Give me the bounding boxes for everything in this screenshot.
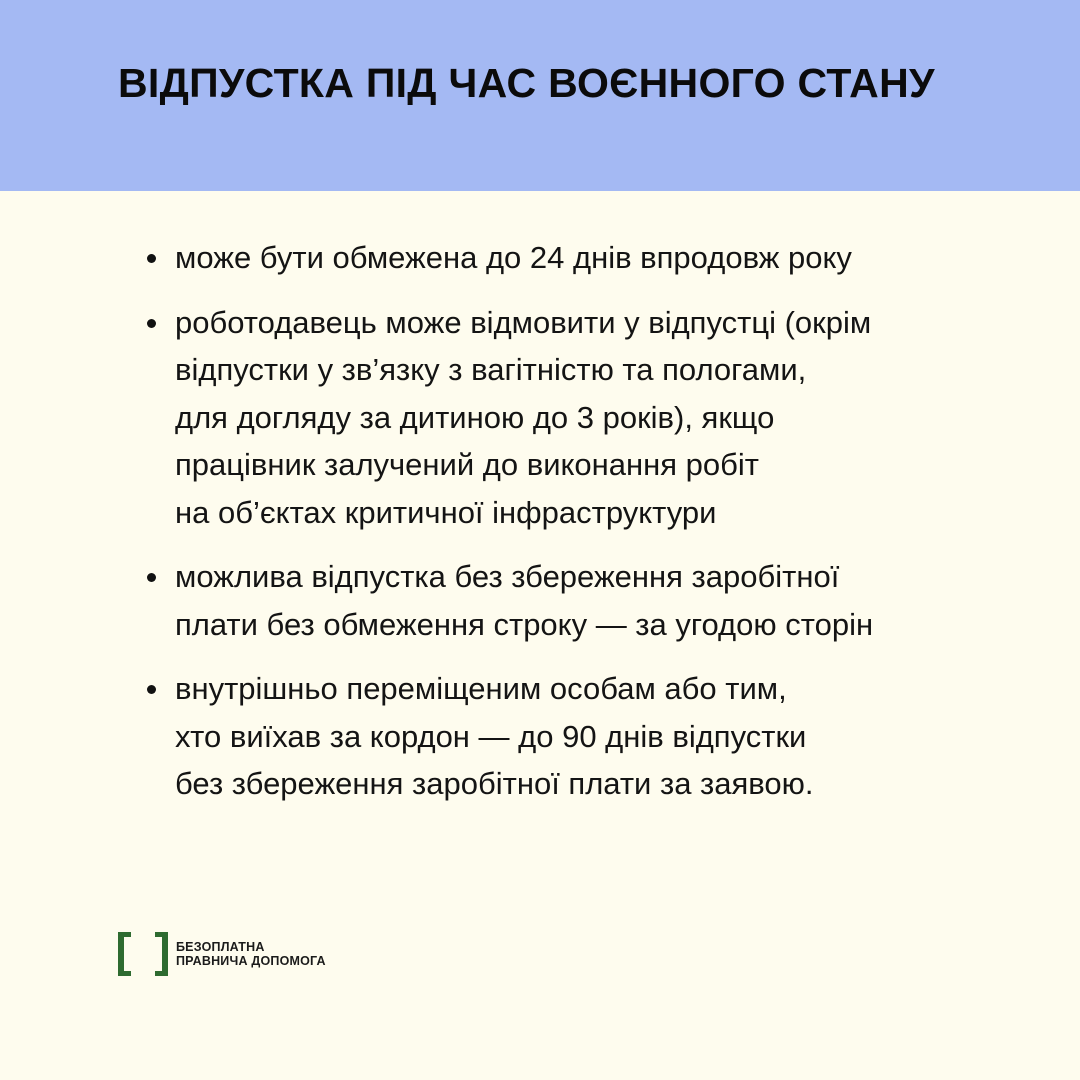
list-item-line: без збереження заробітної плати за заявою.	[175, 766, 814, 801]
bullet-list	[145, 234, 1045, 825]
bullet-dot-icon	[147, 573, 156, 582]
bullet-dot-icon	[147, 685, 156, 694]
list-item	[145, 553, 1045, 648]
list-item-line: плати без обмеження строку — за угодою сторін	[175, 606, 874, 642]
bracket-logo-icon	[118, 932, 168, 976]
bullet-dot-icon	[147, 254, 156, 263]
list-item-line: роботодавець може відмовити у відпустці (окрім	[175, 304, 872, 340]
list-item	[145, 299, 1045, 537]
list-item-line: відпустки у зв’язку з вагітністю та пологами,	[175, 352, 807, 387]
logo-line-1: БЕЗОПЛАТНА	[176, 940, 265, 954]
list-item-line: внутрішньо переміщеним особам або тим,	[175, 671, 787, 706]
list-item-line: хто виїхав за кордон — до 90 днів відпустки	[175, 718, 807, 754]
bullet-dot-icon	[147, 319, 156, 328]
logo-text	[176, 940, 326, 968]
logo-line-2: ПРАВНИЧА ДОПОМОГА	[176, 954, 326, 968]
logo	[118, 932, 378, 976]
page-title: ВІДПУСТКА ПІД ЧАС ВОЄННОГО СТАНУ	[118, 60, 935, 106]
list-item	[145, 665, 1045, 808]
header-banner	[0, 0, 1080, 191]
list-item-line: можлива відпустка без збереження заробітної	[175, 559, 840, 594]
list-item-line: на об’єктах критичної інфраструктури	[175, 494, 717, 530]
list-item-line: може бути обмежена до 24 днів впродовж року	[175, 240, 852, 275]
list-item-line: для догляду за дитиною до 3 років), якщо	[175, 399, 775, 435]
list-item	[145, 234, 1045, 282]
list-item-line: працівник залучений до виконання робіт	[175, 447, 759, 482]
